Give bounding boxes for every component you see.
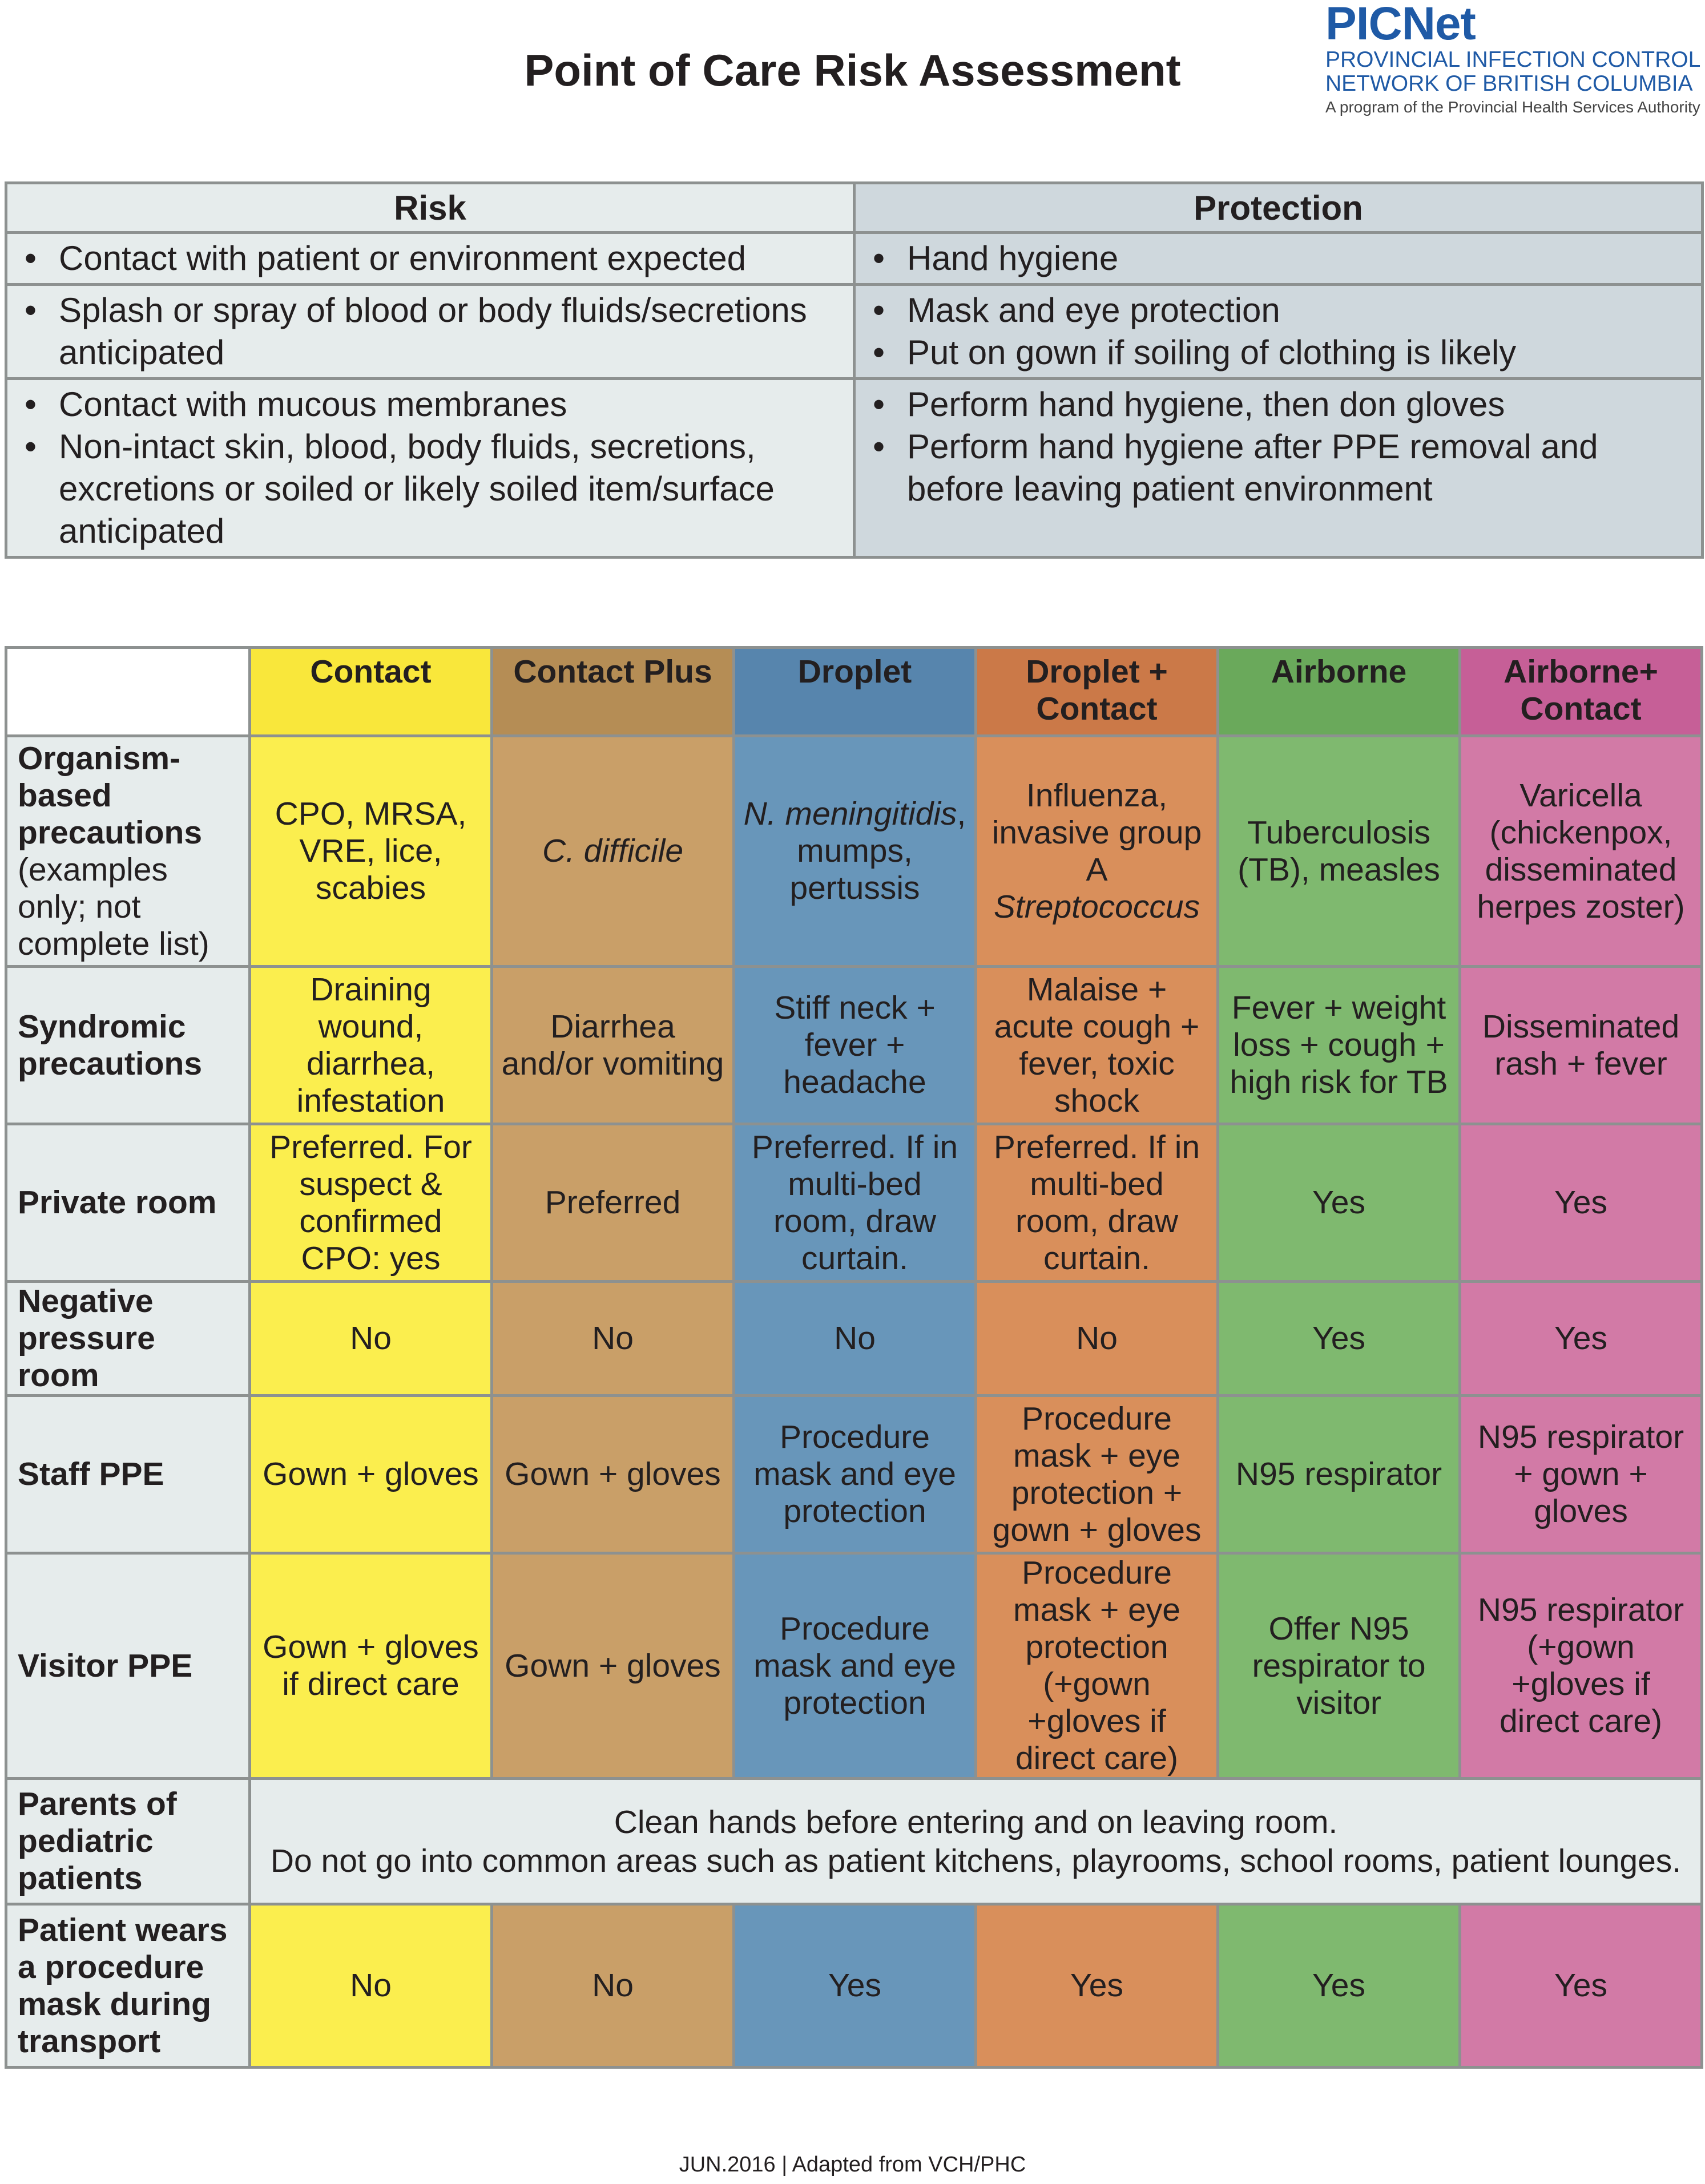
organism-droplet-tail: , mumps, pertussis [789, 796, 966, 906]
cell-visitor-ppe-droplet-contact: Procedure mask + eye protection (+gown +gloves if direct care) [976, 1553, 1218, 1779]
corner-cell [6, 648, 250, 736]
cell-private-room-airborne-contact: Yes [1460, 1124, 1702, 1282]
cell-transport-mask-airborne: Yes [1218, 1904, 1460, 2068]
private-room-row [6, 1124, 1702, 1282]
row-label-organism [6, 736, 250, 967]
cell-negative-pressure-contact: No [250, 1282, 492, 1396]
cell-organism-contact-plus [492, 736, 734, 967]
column-header-droplet-contact: Droplet + Contact [976, 648, 1218, 736]
protection-item: • Perform hand hygiene after PPE removal and before leaving patient environment [907, 426, 1701, 510]
logo-line-2: NETWORK OF BRITISH COLUMBIA [1325, 71, 1693, 96]
precautions-table [5, 646, 1703, 2069]
parents-instructions [250, 1779, 1702, 1904]
cell-organism-droplet-contact [976, 736, 1218, 967]
logo-line-3: A program of the Provincial Health Services Authority [1325, 98, 1700, 116]
parents-line-2: Do not go into common areas such as patient kitchens, playrooms, school rooms, patient lounges. [270, 1842, 1682, 1879]
row-label-negative-pressure: Negative pressure room [6, 1282, 250, 1396]
cell-organism-airborne-contact: Varicella (chickenpox, disseminated herpes zoster) [1460, 736, 1702, 967]
cell-syndromic-airborne-contact: Disseminated rash + fever [1460, 967, 1702, 1124]
transport-mask-row [6, 1904, 1702, 2068]
protection-cell [854, 285, 1703, 379]
cell-staff-ppe-droplet-contact: Procedure mask + eye protection + gown + gloves [976, 1396, 1218, 1553]
logo-line-1: PROVINCIAL INFECTION CONTROL [1325, 47, 1701, 72]
cell-staff-ppe-airborne-contact: N95 respirator + gown + gloves [1460, 1396, 1702, 1553]
risk-cell [6, 233, 854, 285]
risk-protection-table [5, 181, 1704, 559]
cell-syndromic-contact: Draining wound, diarrhea, infestation [250, 967, 492, 1124]
row-label-syndromic: Syndromic precautions [6, 967, 250, 1124]
protection-item: • Perform hand hygiene, then don gloves [907, 383, 1701, 426]
protection-cell [854, 233, 1703, 285]
cell-negative-pressure-droplet: No [734, 1282, 976, 1396]
row-label-private-room: Private room [6, 1124, 250, 1282]
column-header-contact-plus: Contact Plus [492, 648, 734, 736]
row-label-visitor-ppe: Visitor PPE [6, 1553, 250, 1779]
risk-cell [6, 379, 854, 558]
cell-negative-pressure-contact-plus: No [492, 1282, 734, 1396]
organism-droplet-contact-head: Influenza, invasive group A [991, 777, 1202, 888]
cell-visitor-ppe-droplet: Procedure mask and eye protection [734, 1553, 976, 1779]
risk-row [6, 379, 1703, 558]
row-label-parents: Parents of pediatric patients [6, 1779, 250, 1904]
cell-private-room-droplet-contact: Preferred. If in multi-bed room, draw curtain. [976, 1124, 1218, 1282]
cell-staff-ppe-airborne: N95 respirator [1218, 1396, 1460, 1553]
cell-private-room-airborne: Yes [1218, 1124, 1460, 1282]
cell-transport-mask-droplet: Yes [734, 1904, 976, 2068]
cell-private-room-contact: Preferred. For suspect & confirmed CPO: yes [250, 1124, 492, 1282]
column-header-airborne: Airborne [1218, 648, 1460, 736]
visitor-ppe-row [6, 1553, 1702, 1779]
risk-item: • Contact with mucous membranes [59, 383, 853, 426]
cell-organism-droplet [734, 736, 976, 967]
logo-brand: PICNet [1325, 0, 1476, 50]
risk-row [6, 285, 1703, 379]
cell-visitor-ppe-contact-plus: Gown + gloves [492, 1553, 734, 1779]
cell-syndromic-droplet: Stiff neck + fever + headache [734, 967, 976, 1124]
column-header-airborne-contact: Airborne+ Contact [1460, 648, 1702, 736]
cell-transport-mask-airborne-contact: Yes [1460, 1904, 1702, 2068]
risk-cell [6, 285, 854, 379]
organism-italic: Streptococcus [993, 888, 1200, 925]
cell-syndromic-droplet-contact: Malaise + acute cough + fever, toxic shock [976, 967, 1218, 1124]
row-label-staff-ppe: Staff PPE [6, 1396, 250, 1553]
cell-staff-ppe-contact-plus: Gown + gloves [492, 1396, 734, 1553]
risk-item: • Non-intact skin, blood, body fluids, secretions, excretions or soiled or likely soiled item/surface anticipated [59, 426, 853, 552]
cell-syndromic-airborne: Fever + weight loss + cough + high risk for TB [1218, 967, 1460, 1124]
row-label-transport-mask: Patient wears a procedure mask during transport [6, 1904, 250, 2068]
risk-row [6, 233, 1703, 285]
footer-note: JUN.2016 | Adapted from VCH/PHC [679, 2153, 1026, 2177]
parents-row [6, 1779, 1702, 1904]
row-sublabel-organism: (examples only; not complete list) [18, 851, 209, 962]
cell-visitor-ppe-airborne-contact: N95 respirator (+gown +gloves if direct care) [1460, 1553, 1702, 1779]
staff-ppe-row [6, 1396, 1702, 1553]
parents-line-1: Clean hands before entering and on leaving room. [614, 1803, 1338, 1840]
cell-staff-ppe-droplet: Procedure mask and eye protection [734, 1396, 976, 1553]
risk-header: Risk [6, 183, 854, 233]
picnet-logo [1325, 0, 1700, 119]
cell-negative-pressure-airborne-contact: Yes [1460, 1282, 1702, 1396]
protection-header: Protection [854, 183, 1703, 233]
risk-item: • Splash or spray of blood or body fluids/secretions anticipated [59, 289, 853, 374]
cell-visitor-ppe-contact: Gown + gloves if direct care [250, 1553, 492, 1779]
cell-organism-contact: CPO, MRSA, VRE, lice, scabies [250, 736, 492, 967]
column-header-contact: Contact [250, 648, 492, 736]
cell-negative-pressure-airborne: Yes [1218, 1282, 1460, 1396]
organism-italic: N. meningitidis [743, 796, 957, 832]
column-header-droplet: Droplet [734, 648, 976, 736]
cell-syndromic-contact-plus: Diarrhea and/or vomiting [492, 967, 734, 1124]
cell-transport-mask-contact: No [250, 1904, 492, 2068]
protection-item: • Hand hygiene [907, 237, 1701, 280]
cell-negative-pressure-droplet-contact: No [976, 1282, 1218, 1396]
cell-transport-mask-contact-plus: No [492, 1904, 734, 2068]
protection-item: • Put on gown if soiling of clothing is likely [907, 332, 1701, 374]
page-title: Point of Care Risk Assessment [524, 45, 1181, 95]
cell-private-room-droplet: Preferred. If in multi-bed room, draw curtain. [734, 1124, 976, 1282]
protection-cell [854, 379, 1703, 558]
syndromic-row [6, 967, 1702, 1124]
cell-private-room-contact-plus: Preferred [492, 1124, 734, 1282]
cell-staff-ppe-contact: Gown + gloves [250, 1396, 492, 1553]
organism-row [6, 736, 1702, 967]
protection-item: • Mask and eye protection [907, 289, 1701, 332]
cell-visitor-ppe-airborne: Offer N95 respirator to visitor [1218, 1553, 1460, 1779]
organism-italic: C. difficile [542, 833, 684, 869]
cell-transport-mask-droplet-contact: Yes [976, 1904, 1218, 2068]
cell-organism-airborne: Tuberculosis (TB), measles [1218, 736, 1460, 967]
negative-pressure-row [6, 1282, 1702, 1396]
row-label-organism-text: Organism-based precautions [18, 740, 203, 851]
risk-item: • Contact with patient or environment expected [59, 237, 853, 280]
